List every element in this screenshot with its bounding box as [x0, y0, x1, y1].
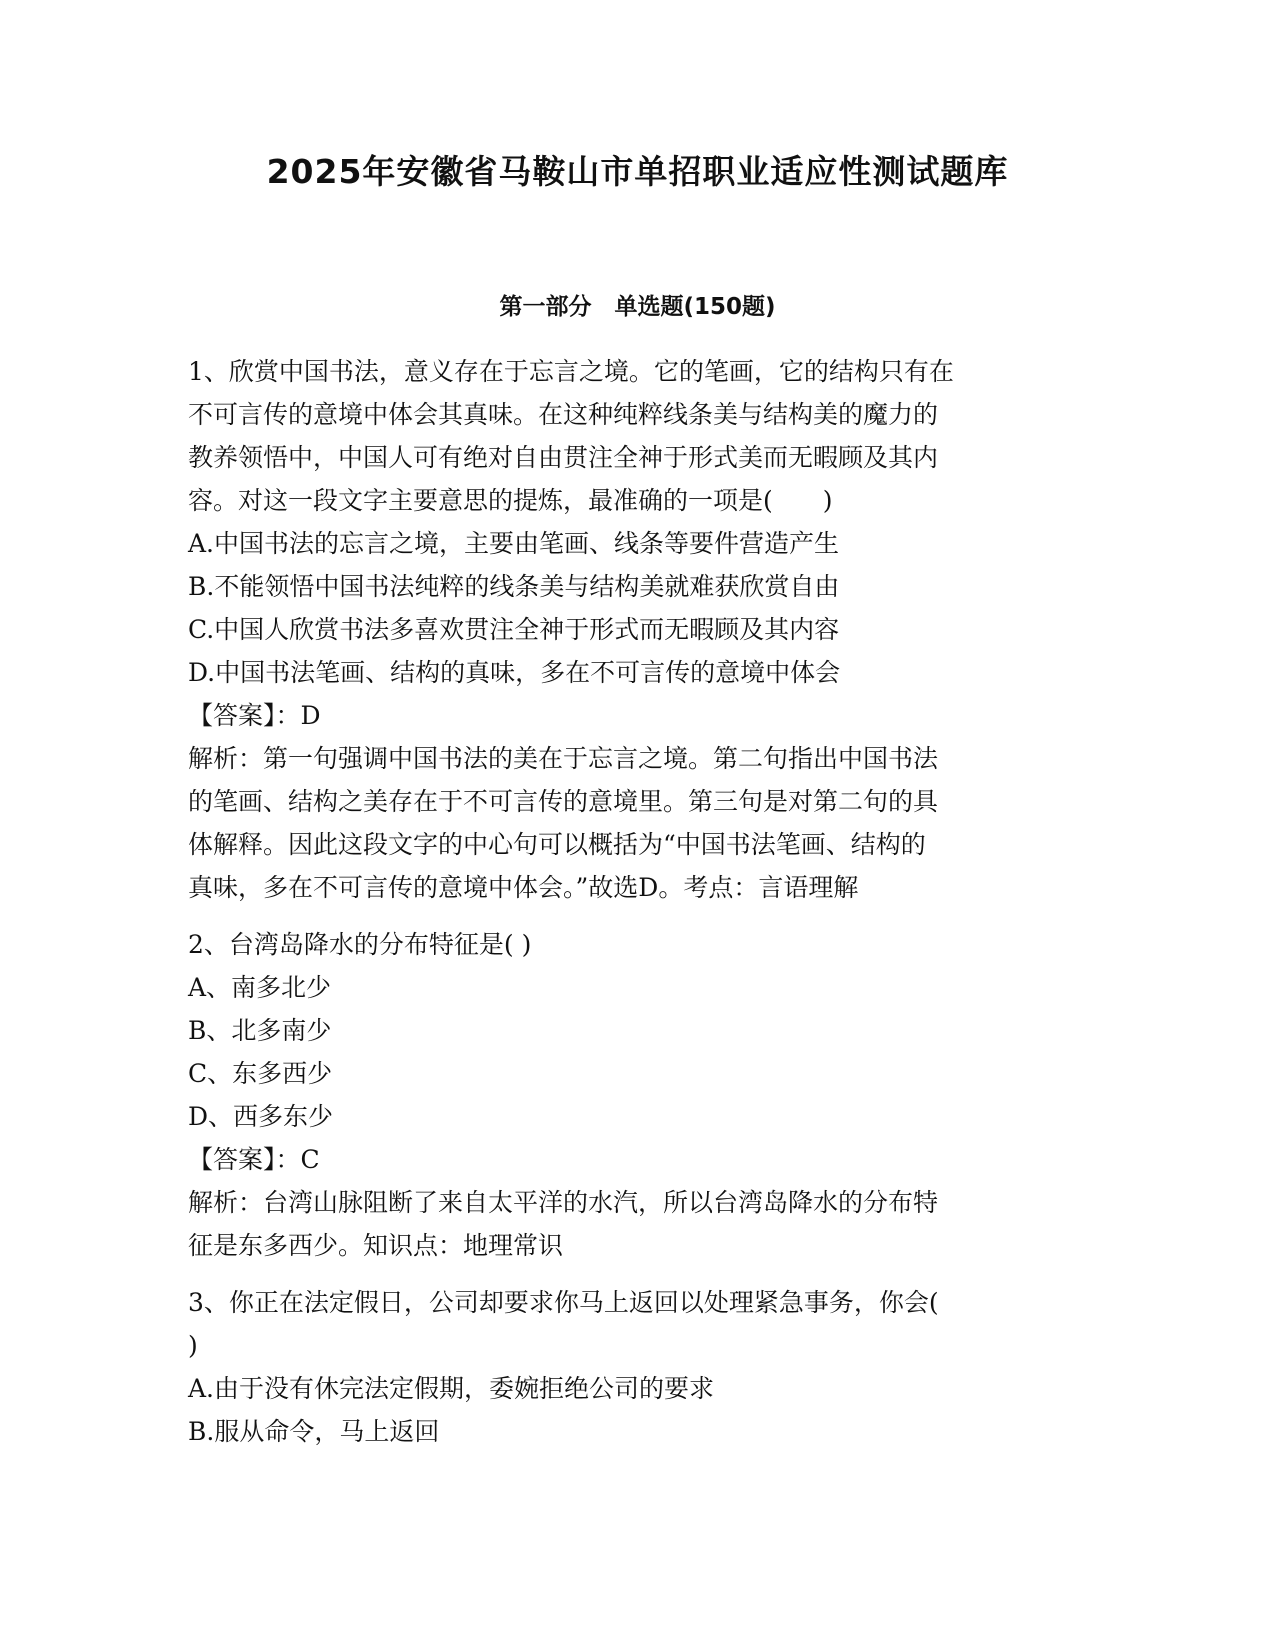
- analysis-line: 体解释。因此这段文字的中心句可以概括为“中国书法笔画、结构的: [188, 830, 926, 859]
- question-stem-line: 3、你正在法定假日，公司却要求你马上返回以处理紧急事务，你会(: [188, 1288, 939, 1317]
- analysis-line: 的笔画、结构之美存在于不可言传的意境里。第三句是对第二句的具: [188, 787, 939, 816]
- option-a: A.中国书法的忘言之境，主要由笔画、线条等要件营造产生: [188, 529, 840, 558]
- question-list: [188, 350, 1088, 1453]
- question-stem-line: ): [188, 1331, 198, 1360]
- question-3: [188, 1281, 1088, 1453]
- section-title: 第一部分 单选题(150题): [499, 294, 776, 320]
- option-b: B、北多南少: [188, 1016, 332, 1045]
- option-b: B.不能领悟中国书法纯粹的线条美与结构美就难获欣赏自由: [188, 572, 840, 601]
- question-1: [188, 350, 1088, 909]
- analysis-line: 解析：台湾山脉阻断了来自太平洋的水汽，所以台湾岛降水的分布特: [188, 1188, 939, 1217]
- option-a: A.由于没有休完法定假期，委婉拒绝公司的要求: [188, 1374, 715, 1403]
- option-d: D.中国书法笔画、结构的真味，多在不可言传的意境中体会: [188, 658, 841, 687]
- question-stem-line: 教养领悟中，中国人可有绝对自由贯注全神于形式美而无暇顾及其内: [188, 443, 939, 472]
- option-b: B.服从命令，马上返回: [188, 1417, 440, 1446]
- question-stem-line: 容。对这一段文字主要意思的提炼，最准确的一项是( ): [188, 486, 833, 515]
- question-stem-line: 2、台湾岛降水的分布特征是( ): [188, 930, 532, 959]
- option-d: D、西多东少: [188, 1102, 334, 1131]
- analysis-line: 解析：第一句强调中国书法的美在于忘言之境。第二句指出中国书法: [188, 744, 939, 773]
- analysis-line: 征是东多西少。知识点：地理常识: [188, 1231, 564, 1260]
- question-stem-line: 1、欣赏中国书法，意义存在于忘言之境。它的笔画，它的结构只有在: [188, 357, 954, 386]
- option-c: C.中国人欣赏书法多喜欢贯注全神于形式而无暇顾及其内容: [188, 615, 840, 644]
- analysis-line: 真味，多在不可言传的意境中体会。”故选D。考点：言语理解: [188, 873, 859, 902]
- answer-line: 【答案】：C: [188, 1145, 320, 1174]
- question-stem-line: 不可言传的意境中体会其真味。在这种纯粹线条美与结构美的魔力的: [188, 400, 939, 429]
- question-2: [188, 923, 1088, 1267]
- option-a: A、南多北少: [188, 973, 332, 1002]
- document-title: 2025年安徽省马鞍山市单招职业适应性测试题库: [266, 152, 1009, 191]
- option-c: C、东多西少: [188, 1059, 333, 1088]
- answer-line: 【答案】：D: [188, 701, 321, 730]
